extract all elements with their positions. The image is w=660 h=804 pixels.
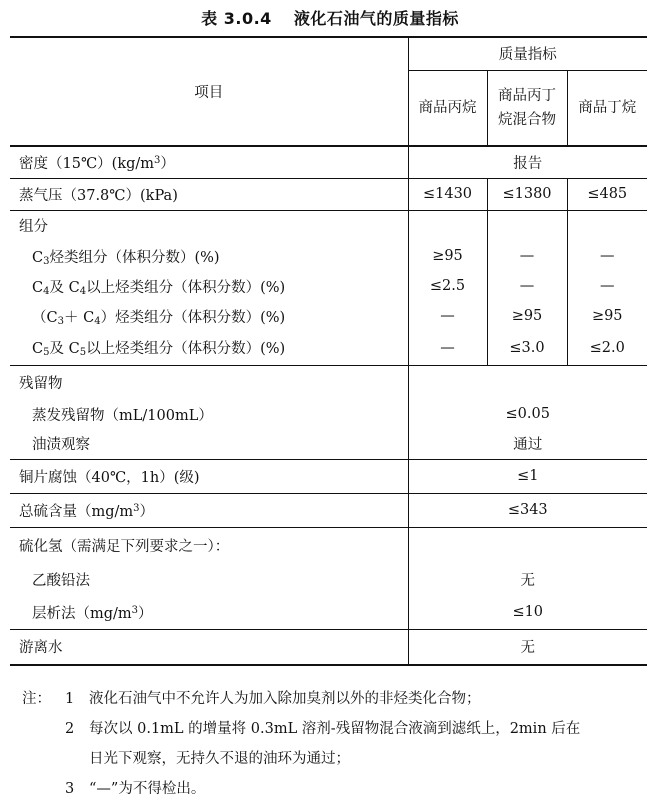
value-vapor-propane: ≤1430 — [408, 178, 487, 210]
header-col-butane: 商品丁烷 — [578, 99, 637, 116]
value-copper-corrosion: ≤1 — [408, 459, 647, 493]
value-c3c4-butane: ≥95 — [591, 308, 623, 324]
table-row — [10, 301, 647, 331]
row-label-c5-plus: $C_5$及 $C_5$以上烃类组分（体积分数）(%) — [10, 331, 408, 365]
table-row — [10, 527, 647, 563]
value-c3c4-mixture: ≥95 — [487, 301, 567, 331]
row-label-residue: 残留物 — [10, 365, 408, 399]
row-label-c3-c4: $(C_3+ C_4)$烃类组分（体积分数）(%) — [10, 301, 408, 331]
row-label-free-water: 游离水 — [10, 629, 408, 665]
note-2-continuation: 日光下观察，无持久不退的油环为通过； — [89, 751, 350, 767]
value-c3-mixture: — — [487, 241, 567, 271]
table-row — [10, 493, 647, 527]
header-item-cell — [10, 37, 408, 146]
note-item: 3 “—”为不得检出。 — [22, 774, 652, 804]
row-label-total-sulfur: 总硫含量$(mg/m^3)$ — [10, 493, 408, 527]
notes-label: 注： — [22, 691, 51, 707]
quality-spec-table — [10, 36, 647, 666]
value-c5-propane: — — [408, 331, 487, 365]
row-label-oil-stain: 油渍观察 — [10, 429, 408, 459]
table-row — [10, 629, 647, 665]
table-notes — [22, 684, 652, 804]
table-row — [10, 563, 647, 596]
table-title — [0, 6, 660, 29]
table-row — [10, 331, 647, 365]
row-label-density: 密度$(15℃)(kg/m^3)$ — [10, 146, 408, 178]
value-vapor-mixture: ≤1380 — [487, 178, 567, 210]
note-item: 2 每次以 0.1mL 的增量将 0.3mL 溶剂-残留物混合液滴到滤纸上，2min 后在 — [22, 714, 652, 744]
table-row — [10, 271, 647, 301]
row-label-lead-acetate: 乙酸铅法 — [10, 563, 408, 596]
value-evaporation-residue: ≤0.05 — [505, 406, 550, 422]
table-row — [10, 178, 647, 210]
row-label-c3: $C_3$烃类组分（体积分数）(%) — [10, 241, 408, 271]
value-c4-mixture: — — [487, 271, 567, 301]
header-group-label: 质量指标 — [408, 37, 647, 70]
table-row — [10, 596, 647, 629]
value-c5-butane: ≤2.0 — [589, 339, 625, 356]
table-row — [10, 365, 647, 399]
table-row — [10, 429, 647, 459]
note-3-text: “—”为不得检出。 — [89, 781, 206, 797]
row-label-c4-plus: $C_4$及 $C_4$以上烃类组分（体积分数）(%) — [10, 271, 408, 301]
row-label-copper-corrosion: 铜片腐蚀（40℃，1h）(级) — [10, 459, 408, 493]
value-density: 报告 — [408, 146, 647, 178]
value-c3-butane: — — [600, 248, 615, 264]
header-col-mixture: 商品丙丁 烷混合物 — [487, 70, 567, 146]
table-row — [10, 241, 647, 271]
value-c4-propane: ≤2.5 — [408, 271, 487, 301]
row-label-h2s: 硫化氢（需满足下列要求之一）： — [10, 527, 408, 563]
row-label-evaporation-residue: 蒸发残留物（mL/100mL） — [10, 399, 408, 429]
table-title-text: 液化石油气的质量指标 — [293, 9, 459, 28]
value-c5-mixture: ≤3.0 — [487, 331, 567, 365]
row-label-vapor-pressure: 蒸气压（37.8℃）(kPa) — [10, 178, 408, 210]
value-lead-acetate: 无 — [520, 573, 535, 589]
table-number: 表 3.0.4 — [201, 9, 272, 28]
value-free-water: 无 — [408, 629, 647, 665]
note-2-text: 每次以 0.1mL 的增量将 0.3mL 溶剂-残留物混合液滴到滤纸上，2min 后在 — [89, 721, 581, 737]
value-c3-propane: ≥95 — [408, 241, 487, 271]
table-row — [10, 399, 647, 429]
table-row — [10, 459, 647, 493]
header-item-label: 项目 — [194, 85, 224, 101]
value-total-sulfur: ≤343 — [408, 493, 647, 527]
header-col-propane: 商品丙烷 — [408, 70, 487, 146]
value-c4-butane: — — [600, 278, 615, 294]
value-vapor-butane: ≤485 — [567, 178, 647, 210]
value-oil-stain: 通过 — [513, 437, 543, 454]
value-c3c4-propane: — — [408, 301, 487, 331]
table-row — [10, 210, 647, 241]
note-1-text: 液化石油气中不允许人为加入除加臭剂以外的非烃类化合物； — [89, 691, 481, 707]
note-item: 注： 1 液化石油气中不允许人为加入除加臭剂以外的非烃类化合物； — [22, 684, 652, 714]
row-label-components: 组分 — [10, 210, 408, 241]
table-row — [10, 146, 647, 178]
row-label-chromatography: 层析法$(mg/m^3)$ — [10, 596, 408, 629]
value-chromatography: ≤10 — [512, 604, 544, 621]
